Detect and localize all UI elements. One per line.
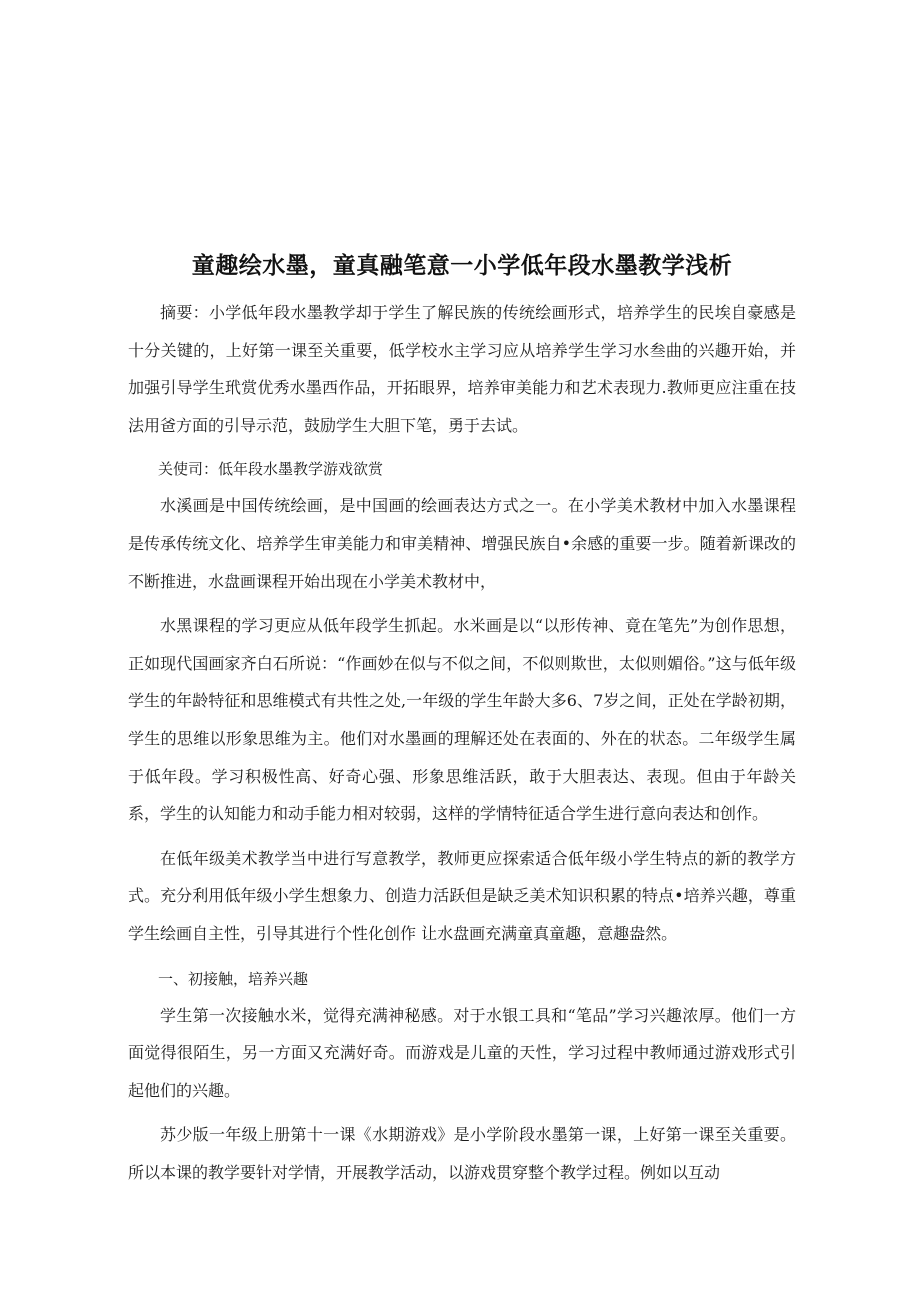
body-paragraph-1: 水溪画是中国传统绘画，是中国画的绘画表达方式之一。在小学美术教材中加入水墨课程是传承传统文化、培养学生审美能力和审美精神、增强民族自•余感的重要一步。随着新课改的不断推进，水盘画课程开始出现在小学美术教材中， [128, 496, 796, 591]
document-title: 童趣绘水墨，童真融笔意一小学低年段水墨教学浅析 [191, 253, 733, 279]
keywords-line: 关使司：低年段水墨教学游戏欲赏 [158, 460, 384, 479]
body-paragraph-3: 在低年级美术教学当中进行写意教学，教师更应探索适合低年级小学生特点的新的教学方式。充分利用低年级小学生想象力、创造力活跃但是缺乏美术知识积累的特点•培养兴趣，尊重学生绘画自主性，引导其进行个性化创作 让水盘画充满童真童趣，意趣盎然。 [128, 848, 796, 943]
section1-paragraph-2: 苏少版一年级上册第十一课《水期游戏》是小学阶段水墨第一课，上好第一课至关重要。所以本课的教学要针对学情，开展教学活动，以游戏贯穿整个教学过程。例如以互动 [128, 1125, 796, 1182]
document-page [128, 248, 796, 1191]
body-paragraph-2: 水黑课程的学习更应从低年段学生抓起。水米画是以“以形传神、竟在笔先”为创作思想，正如现代国画家齐白石所说：“作画妙在似与不似之间，不似则欺世，太似则媚俗。”这与低年级学生的年龄特征和思维模式有共性之处,一年级的学生年龄大多6、7岁之间，正处在学龄初期，学生的思维以形象思维为主。他们对水墨画的理解还处在表面的、外在的状态。二年级学生属于低年段。学习积极性高、好奇心强、形象思维活跃，敢于大胆表达、表现。但由于年龄关系，学生的认知能力和动手能力相对较弱，这样的学情特征适合学生进行意向表达和创作。 [128, 616, 796, 824]
section1-paragraph-1: 学生第一次接触水米，觉得充满神秘感。对于水银工具和“笔品”学习兴趣浓厚。他们一方面觉得很陌生，另一方面又充满好奇。而游戏是儿童的天性，学习过程中教师通过游戏形式引起他们的兴趣。 [128, 1005, 796, 1100]
section-heading-1: 一、初接触，培养兴趣 [158, 969, 309, 988]
abstract-paragraph: 摘要：小学低年段水墨教学却于学生了解民族的传统绘画形式，培养学生的民埃自豪感是十分关键的，上好第一课至关重要，低学校水主学习应从培养学生学习水叁曲的兴趣开始，并加强引导学生玳赏优秀水墨西作品，开拓眼界，培养审美能力和艺术表现力.教师更应注重在技法用爸方面的引导示范，鼓励学生大胆下笔，勇于去试。 [128, 303, 796, 435]
